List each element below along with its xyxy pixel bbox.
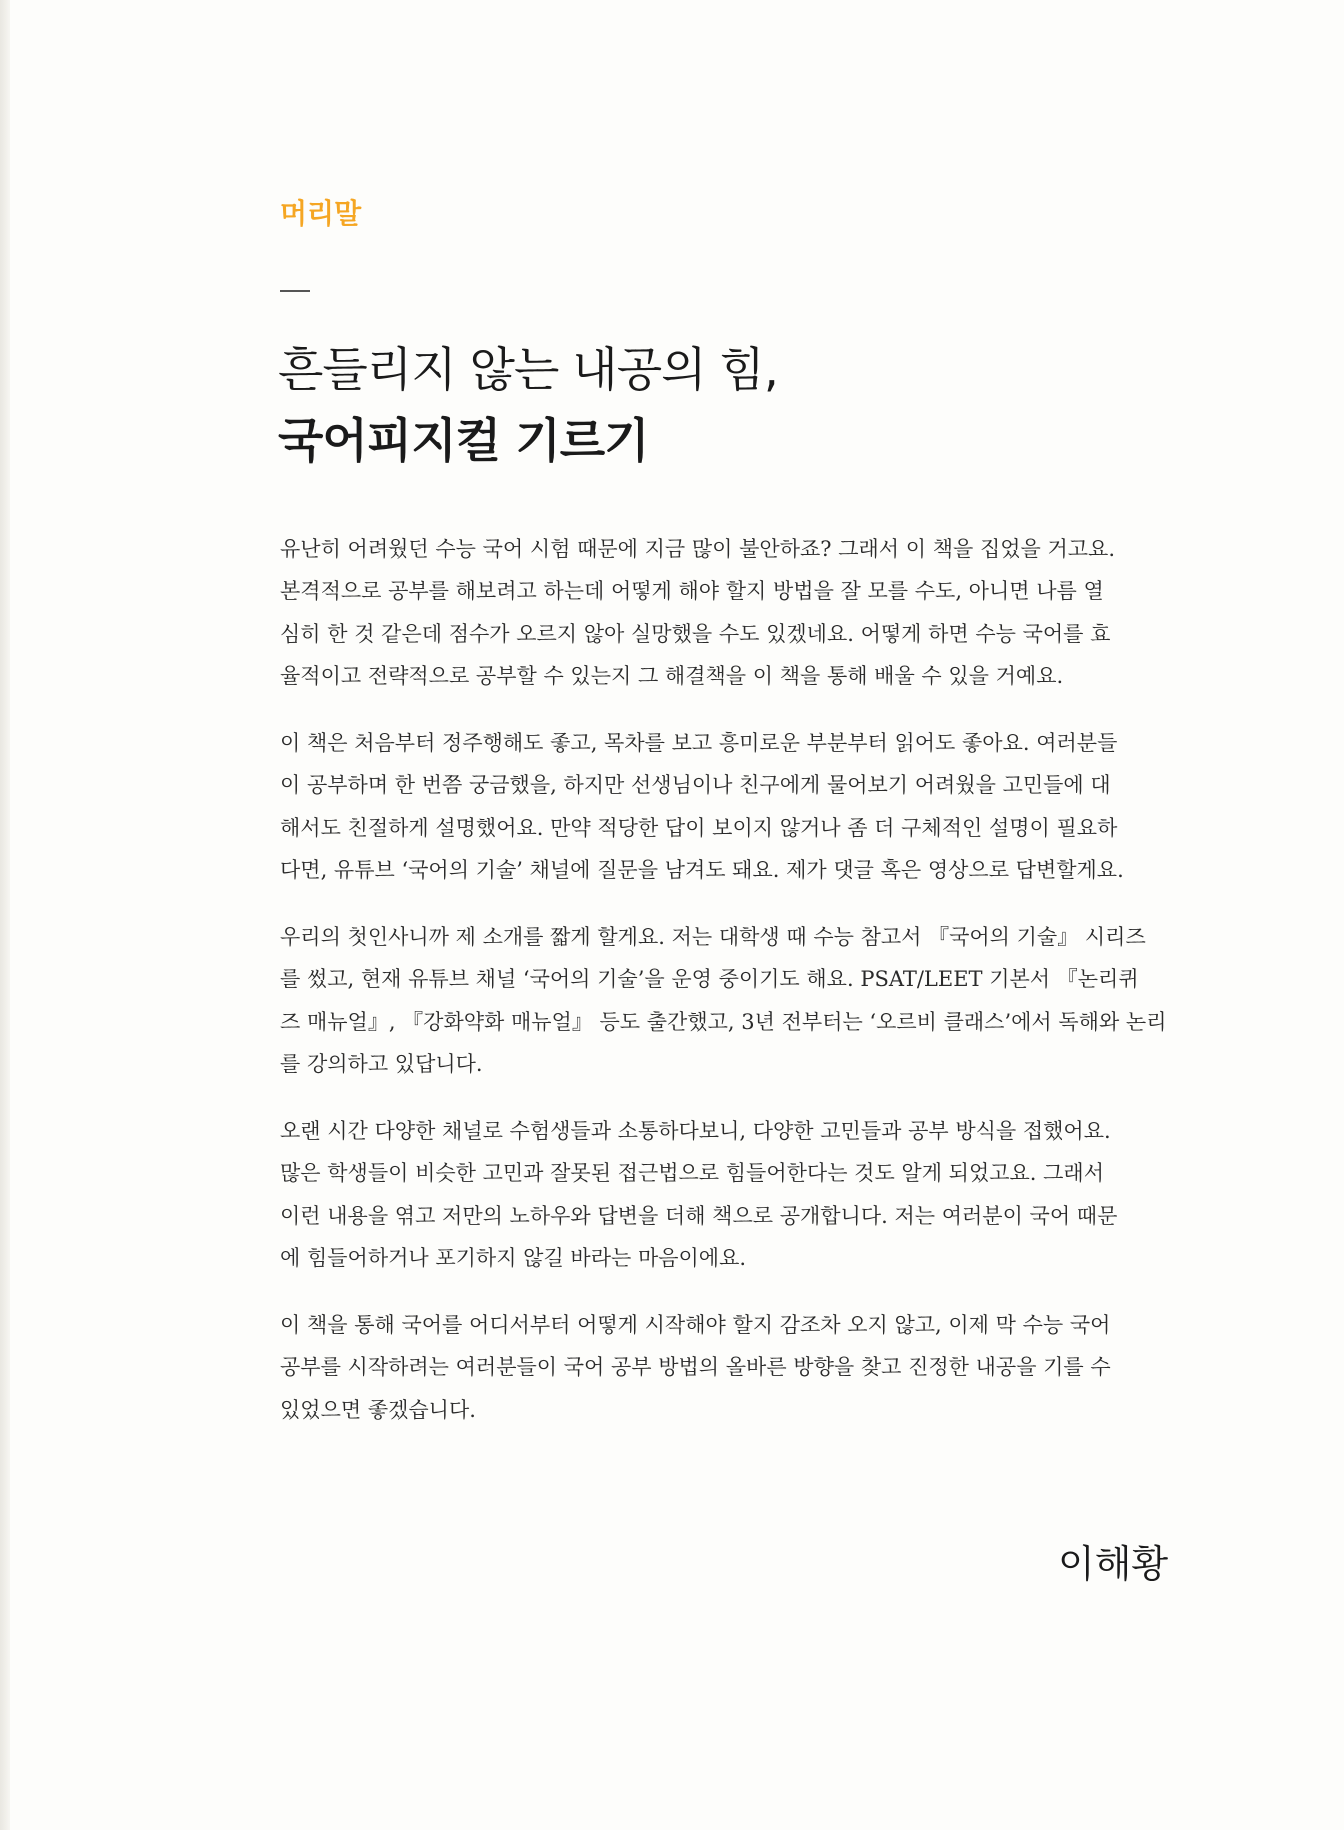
paragraph-4 bbox=[280, 1110, 1117, 1279]
paragraph-line: 본격적으로 공부를 해보려고 하는데 어떻게 해야 할지 방법을 잘 모를 수도, 아니면 나름 열 bbox=[280, 579, 1104, 604]
page-binding-edge bbox=[0, 0, 10, 1830]
paragraph-line: 오랜 시간 다양한 채널로 수험생들과 소통하다보니, 다양한 고민들과 공부 방식을 접했어요. bbox=[280, 1119, 1111, 1143]
paragraph-line: 에 힘들어하거나 포기하지 않길 바라는 마음이에요. bbox=[280, 1245, 747, 1270]
page-title-line-1: 흔들리지 않는 내공의 힘, bbox=[278, 343, 778, 398]
paragraph-3 bbox=[280, 916, 1167, 1085]
paragraph-line: 심히 한 것 같은데 점수가 오르지 않아 실망했을 수도 있겠네요. 어떻게 하면 수능 국어를 효 bbox=[280, 621, 1111, 646]
paragraph-line: 유난히 어려웠던 수능 국어 시험 때문에 지금 많이 불안하죠? 그래서 이 책을 집었을 거고요. bbox=[280, 537, 1116, 561]
paragraph-line: 이 책을 통해 국어를 어디서부터 어떻게 시작해야 할지 감조차 오지 않고, 이제 막 수능 국어 bbox=[280, 1313, 1111, 1337]
page-title-line-2: 국어피지컬 기르기 bbox=[278, 414, 649, 469]
paragraph-5 bbox=[280, 1304, 1111, 1431]
paragraph-line: 우리의 첫인사니까 제 소개를 짧게 할게요. 저는 대학생 때 수능 참고서 『국어의 기술』 시리즈 bbox=[280, 925, 1146, 949]
paragraph-line: 이런 내용을 엮고 저만의 노하우와 답변을 더해 책으로 공개합니다. 저는 여러분이 국어 때문 bbox=[280, 1203, 1118, 1228]
paragraph-line: 있었으면 좋겠습니다. bbox=[280, 1397, 476, 1422]
author-signature: 이해황 bbox=[1058, 1542, 1169, 1586]
paragraph-line: 를 강의하고 있답니다. bbox=[280, 1051, 483, 1076]
paragraph-line: 해서도 친절하게 설명했어요. 만약 적당한 답이 보이지 않거나 좀 더 구체적인 설명이 필요하 bbox=[280, 815, 1118, 840]
paragraph-line: 다면, 유튜브 ‘국어의 기술’ 채널에 질문을 남겨도 돼요. 제가 댓글 혹은 영상으로 답변할게요. bbox=[280, 857, 1124, 882]
title-divider bbox=[280, 290, 310, 292]
paragraph-2 bbox=[280, 722, 1124, 891]
paragraph-line: 많은 학생들이 비슷한 고민과 잘못된 접근법으로 힘들어한다는 것도 알게 되었고요. 그래서 bbox=[280, 1161, 1105, 1186]
paragraph-line: 율적이고 전략적으로 공부할 수 있는지 그 해결책을 이 책을 통해 배울 수 있을 거예요. bbox=[280, 663, 1064, 688]
paragraph-line: 즈 매뉴얼』, 『강화약화 매뉴얼』 등도 출간했고, 3년 전부터는 ‘오르비 클래스’에서 독해와 논리 bbox=[280, 1009, 1167, 1034]
paragraph-line: 를 썼고, 현재 유튜브 채널 ‘국어의 기술’을 운영 중이기도 해요. PSAT/LEET 기본서 『논리퀴 bbox=[280, 967, 1139, 992]
paragraph-1 bbox=[280, 528, 1115, 697]
paragraph-line: 이 책은 처음부터 정주행해도 좋고, 목차를 보고 흥미로운 부분부터 읽어도 좋아요. 여러분들 bbox=[280, 731, 1118, 755]
paragraph-line: 이 공부하며 한 번쯤 궁금했을, 하지만 선생님이나 친구에게 물어보기 어려웠을 고민들에 대 bbox=[280, 773, 1111, 798]
paragraph-line: 공부를 시작하려는 여러분들이 국어 공부 방법의 올바른 방향을 찾고 진정한 내공을 기를 수 bbox=[280, 1355, 1111, 1380]
section-label: 머리말 bbox=[280, 197, 362, 230]
